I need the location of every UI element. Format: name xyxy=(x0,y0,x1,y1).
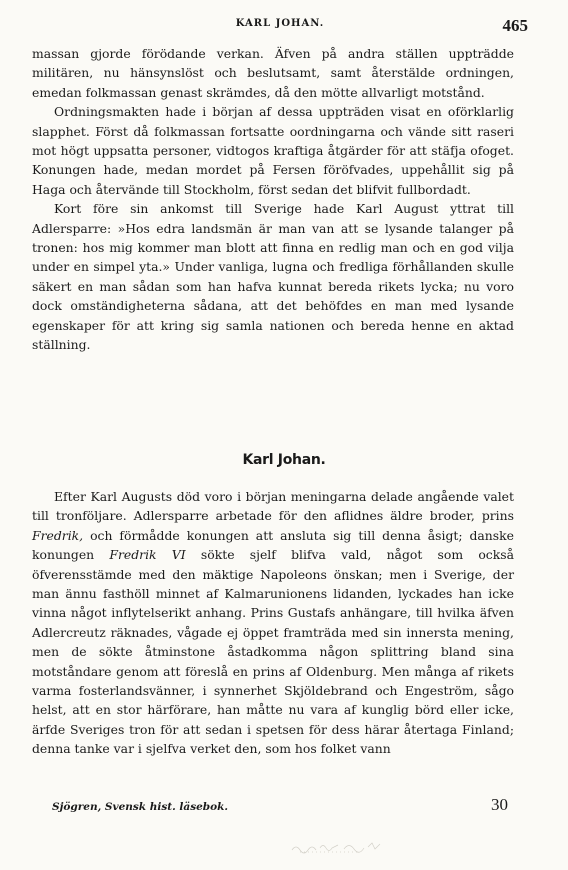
section-title: Karl Johan. xyxy=(242,452,326,468)
library-stamp-mark xyxy=(290,840,390,854)
text-block-1 xyxy=(32,44,514,355)
page-number: 465 xyxy=(502,16,528,35)
paragraph-4 xyxy=(32,487,514,759)
paragraph-1: massan gjorde förödande verkan. Äfven på andra ställen uppträdde militären, nu hänsynslöst och beslutsamt, samt återstälde ordningen, emedan folkmassan genast skrämdes, då den mötte allvarligt motstånd. xyxy=(32,46,514,100)
text-block-2 xyxy=(32,487,514,759)
paragraph-4-part-2: och förmådde konungen att ansluta sig till denna åsigt; danske konungen xyxy=(32,527,514,563)
running-title: KARL JOHAN. xyxy=(235,18,325,29)
paragraph-3: Kort före sin ankomst till Sverige hade Karl August yttrat till Adlersparre: »Hos edra landsmän är man van att se lysande talanger på tronen: hos mig kommer man blott att finna en redlig man och en god vilja under en simpel yta.» Under vanliga, lugna och fredliga förhållanden skulle säkert en man sådan som han hafva kunnat bereda rikets lycka; nu voro dock omständigheterna sådana, att det behöfdes en man med lysande egenskaper för att kring sig samla nationen och bereda henne en aktad ställning. xyxy=(32,201,514,353)
paragraph-4-part-3: sökte sjelf blifva vald, något som också öfverensstämde med den mäktige Napoleons önskan; men i Sverige, der man ännu fasthöll minnet af Kalmarunionens lidanden, lyckades han icke vinna något inflytelserikt anhang. Prins Gustafs anhängare, till hvilka äfven Adlercreutz räknades, vågade ej öppet framträda med sin innersta mening, men de sökte åtminstone åstadkomma någon splittring bland sina motståndare genom att föreslå en prins af Oldenburg. Men många af rikets varma fosterlandsvänner, i synnerhet Skjöldebrand och Engeström, sågo helst, att en stor härförare, han måtte nu vara af kunglig börd eller icke, ärfde Sveriges tron för att sedan i spetsen för dess härar återtaga Finland; denna tanke var i sjelfva verket den, som hos folket vann xyxy=(32,547,514,757)
signature-number: 30 xyxy=(491,795,508,814)
emphasis-fredrik: Fredrik, xyxy=(32,527,84,543)
footer-source: Sjögren, Svensk hist. läsebok. xyxy=(52,801,229,813)
page-footer xyxy=(52,795,508,819)
paragraph-4-part-1: Efter Karl Augusts död voro i början meningarna delade angående valet till tronföljare. Adlersparre arbetade för den aflidnes äldre broder, prins xyxy=(32,489,514,524)
emphasis-fredrik-vi: Fredrik VI xyxy=(109,547,186,563)
paragraph-2: Ordningsmakten hade i början af dessa uppträden visat en oförklarlig slapphet. Först då folkmassan fortsatte oordningarna och vände sitt raseri mot högt uppsatta personer, vidtogos kraftiga åtgärder för att stäfja ofoget. Konungen hade, medan mordet på Fersen föröfvades, uppehållit sig på Haga och återvände till Stockholm, först sedan det blifvit fullbordadt. xyxy=(32,104,514,197)
running-head xyxy=(32,16,528,36)
